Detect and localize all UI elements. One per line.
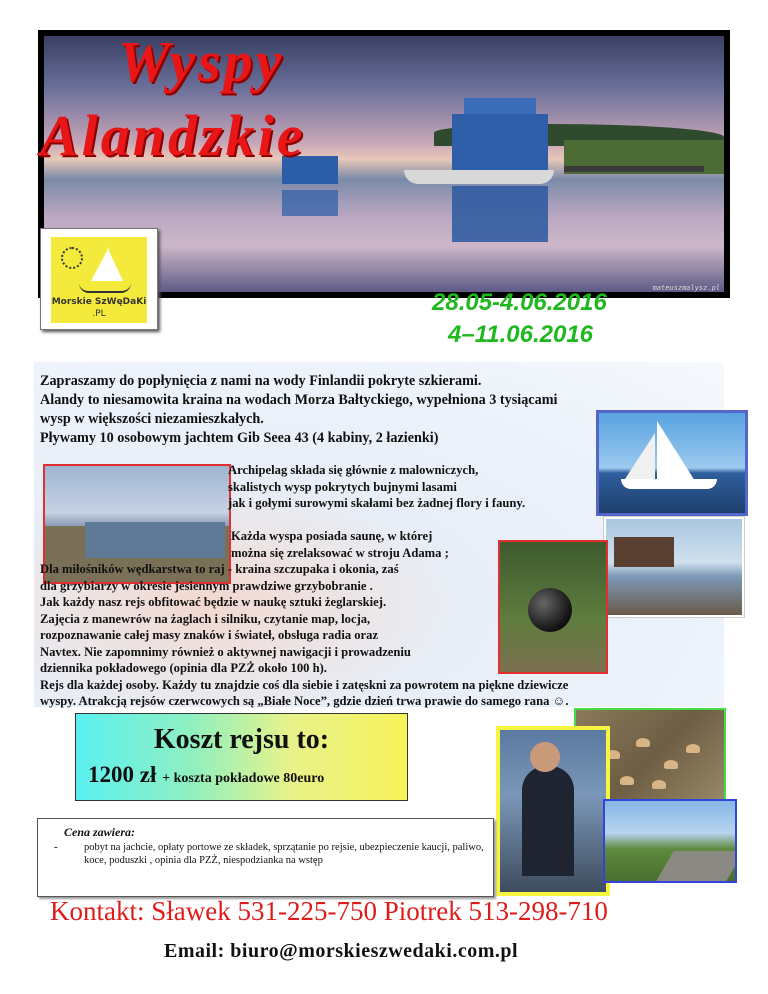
- includes-title: Cena zawiera:: [64, 825, 136, 839]
- body-line: Rejs dla każdej osoby. Każdy tu znajdzie coś dla siebie i zatęskni za powrotem na piękne dziewicze: [40, 677, 569, 692]
- body-line: Navtex. Nie zapomnimy również o aktywnej nawigacji i prowadzeniu: [40, 644, 411, 659]
- sauna-text: [231, 528, 449, 561]
- email-label: Email:: [164, 940, 225, 962]
- body-line: Jak każdy nasz rejs obfitować będzie w naukę sztuki żeglarskiej.: [40, 595, 387, 609]
- logo: [40, 228, 158, 330]
- archipelago-line: Archipelag składa się głównie z malowniczych,: [228, 463, 479, 477]
- email-address[interactable]: biuro@morskieszwedaki.com.pl: [230, 940, 519, 962]
- body-line: wyspy. Atrakcją rejsów czerwcowych są „Białe Noce”, gdzie dzień trwa prawie do samego rana ☺.: [40, 694, 569, 708]
- body-line: rozpoznawanie całej masy znaków i świateł, obsługa radia oraz: [40, 628, 379, 642]
- archipelago-line: skalistych wysp pokrytych bujnymi lasami: [228, 479, 457, 494]
- sail-icon: [91, 247, 109, 281]
- fishing-photo: [496, 726, 610, 896]
- title-line-1: Wyspy: [118, 29, 285, 94]
- logo-suffix: .PL: [92, 309, 106, 319]
- town-photo: [603, 799, 737, 883]
- sauna-line: Każda wyspa posiada saunę, w której: [231, 529, 433, 543]
- body-line: dziennika pokładowego (opinia dla PZŻ około 100 h).: [40, 661, 327, 675]
- includes-text: pobyt na jachcie, opłaty portowe ze składek, sprzątanie po rejsie, ubezpieczenie kaucji, paliwo, koce, poduszki , opinia dla PZŻ, niespodzianka na wstęp: [84, 842, 484, 866]
- cost-box: [75, 713, 408, 801]
- price-includes-box: [37, 818, 494, 897]
- contact-email-line: [164, 940, 518, 963]
- cost-title: Koszt rejsu to:: [153, 724, 330, 755]
- cost-price: 1200 zł: [88, 762, 157, 787]
- body-line: Zajęcia z manewrów na żaglach i silniku, czytanie map, locja,: [40, 611, 371, 626]
- title-line-2: Alandzkie: [40, 103, 306, 168]
- sailing-yacht-photo: [596, 410, 748, 516]
- intro-line: wysp w większości niezamieszkałych.: [40, 411, 264, 427]
- cost-extra: + koszta pokładowe 80euro: [162, 771, 325, 786]
- cost-price-line: [88, 762, 324, 788]
- sauna-photo: [604, 517, 744, 617]
- cruise-date-1: 28.05-4.06.2016: [432, 289, 607, 316]
- body-text: [40, 561, 569, 710]
- sauna-line: można się zrelaksować w stroju Adama ;: [231, 545, 449, 560]
- archipelago-line: jak i gołymi surowymi skałami bez żadnej flory i fauny.: [228, 496, 526, 510]
- intro-line: Zapraszamy do popłynięcia z nami na wody Finlandii pokryte szkierami.: [40, 373, 482, 389]
- archipelago-text: [228, 462, 525, 512]
- body-line: dla grzybiarzy w okresie jesiennym prawdziwe grzybobranie .: [40, 578, 373, 593]
- body-line: Dla miłośników wędkarstwa to raj - kraina szczupaka i okonia, zaś: [40, 562, 399, 576]
- cruise-date-2: 4–11.06.2016: [448, 321, 594, 348]
- sun-icon: [61, 247, 83, 269]
- logo-name: Morskie SzWęDaKi: [51, 297, 147, 307]
- intro-line: Pływamy 10 osobowym jachtem Gib Seea 43 (4 kabiny, 2 łazienki): [40, 430, 439, 446]
- intro-text: [40, 372, 557, 448]
- contact-phones: Kontakt: Sławek 531-225-750 Piotrek 513-298-710: [50, 896, 608, 926]
- includes-bullet: -: [54, 841, 58, 853]
- photo-credit: mateuszmalysz.pl: [652, 284, 720, 292]
- intro-line: Alandy to niesamowita kraina na wodach Morza Bałtyckiego, wypełniona 3 tysiącami: [40, 392, 558, 408]
